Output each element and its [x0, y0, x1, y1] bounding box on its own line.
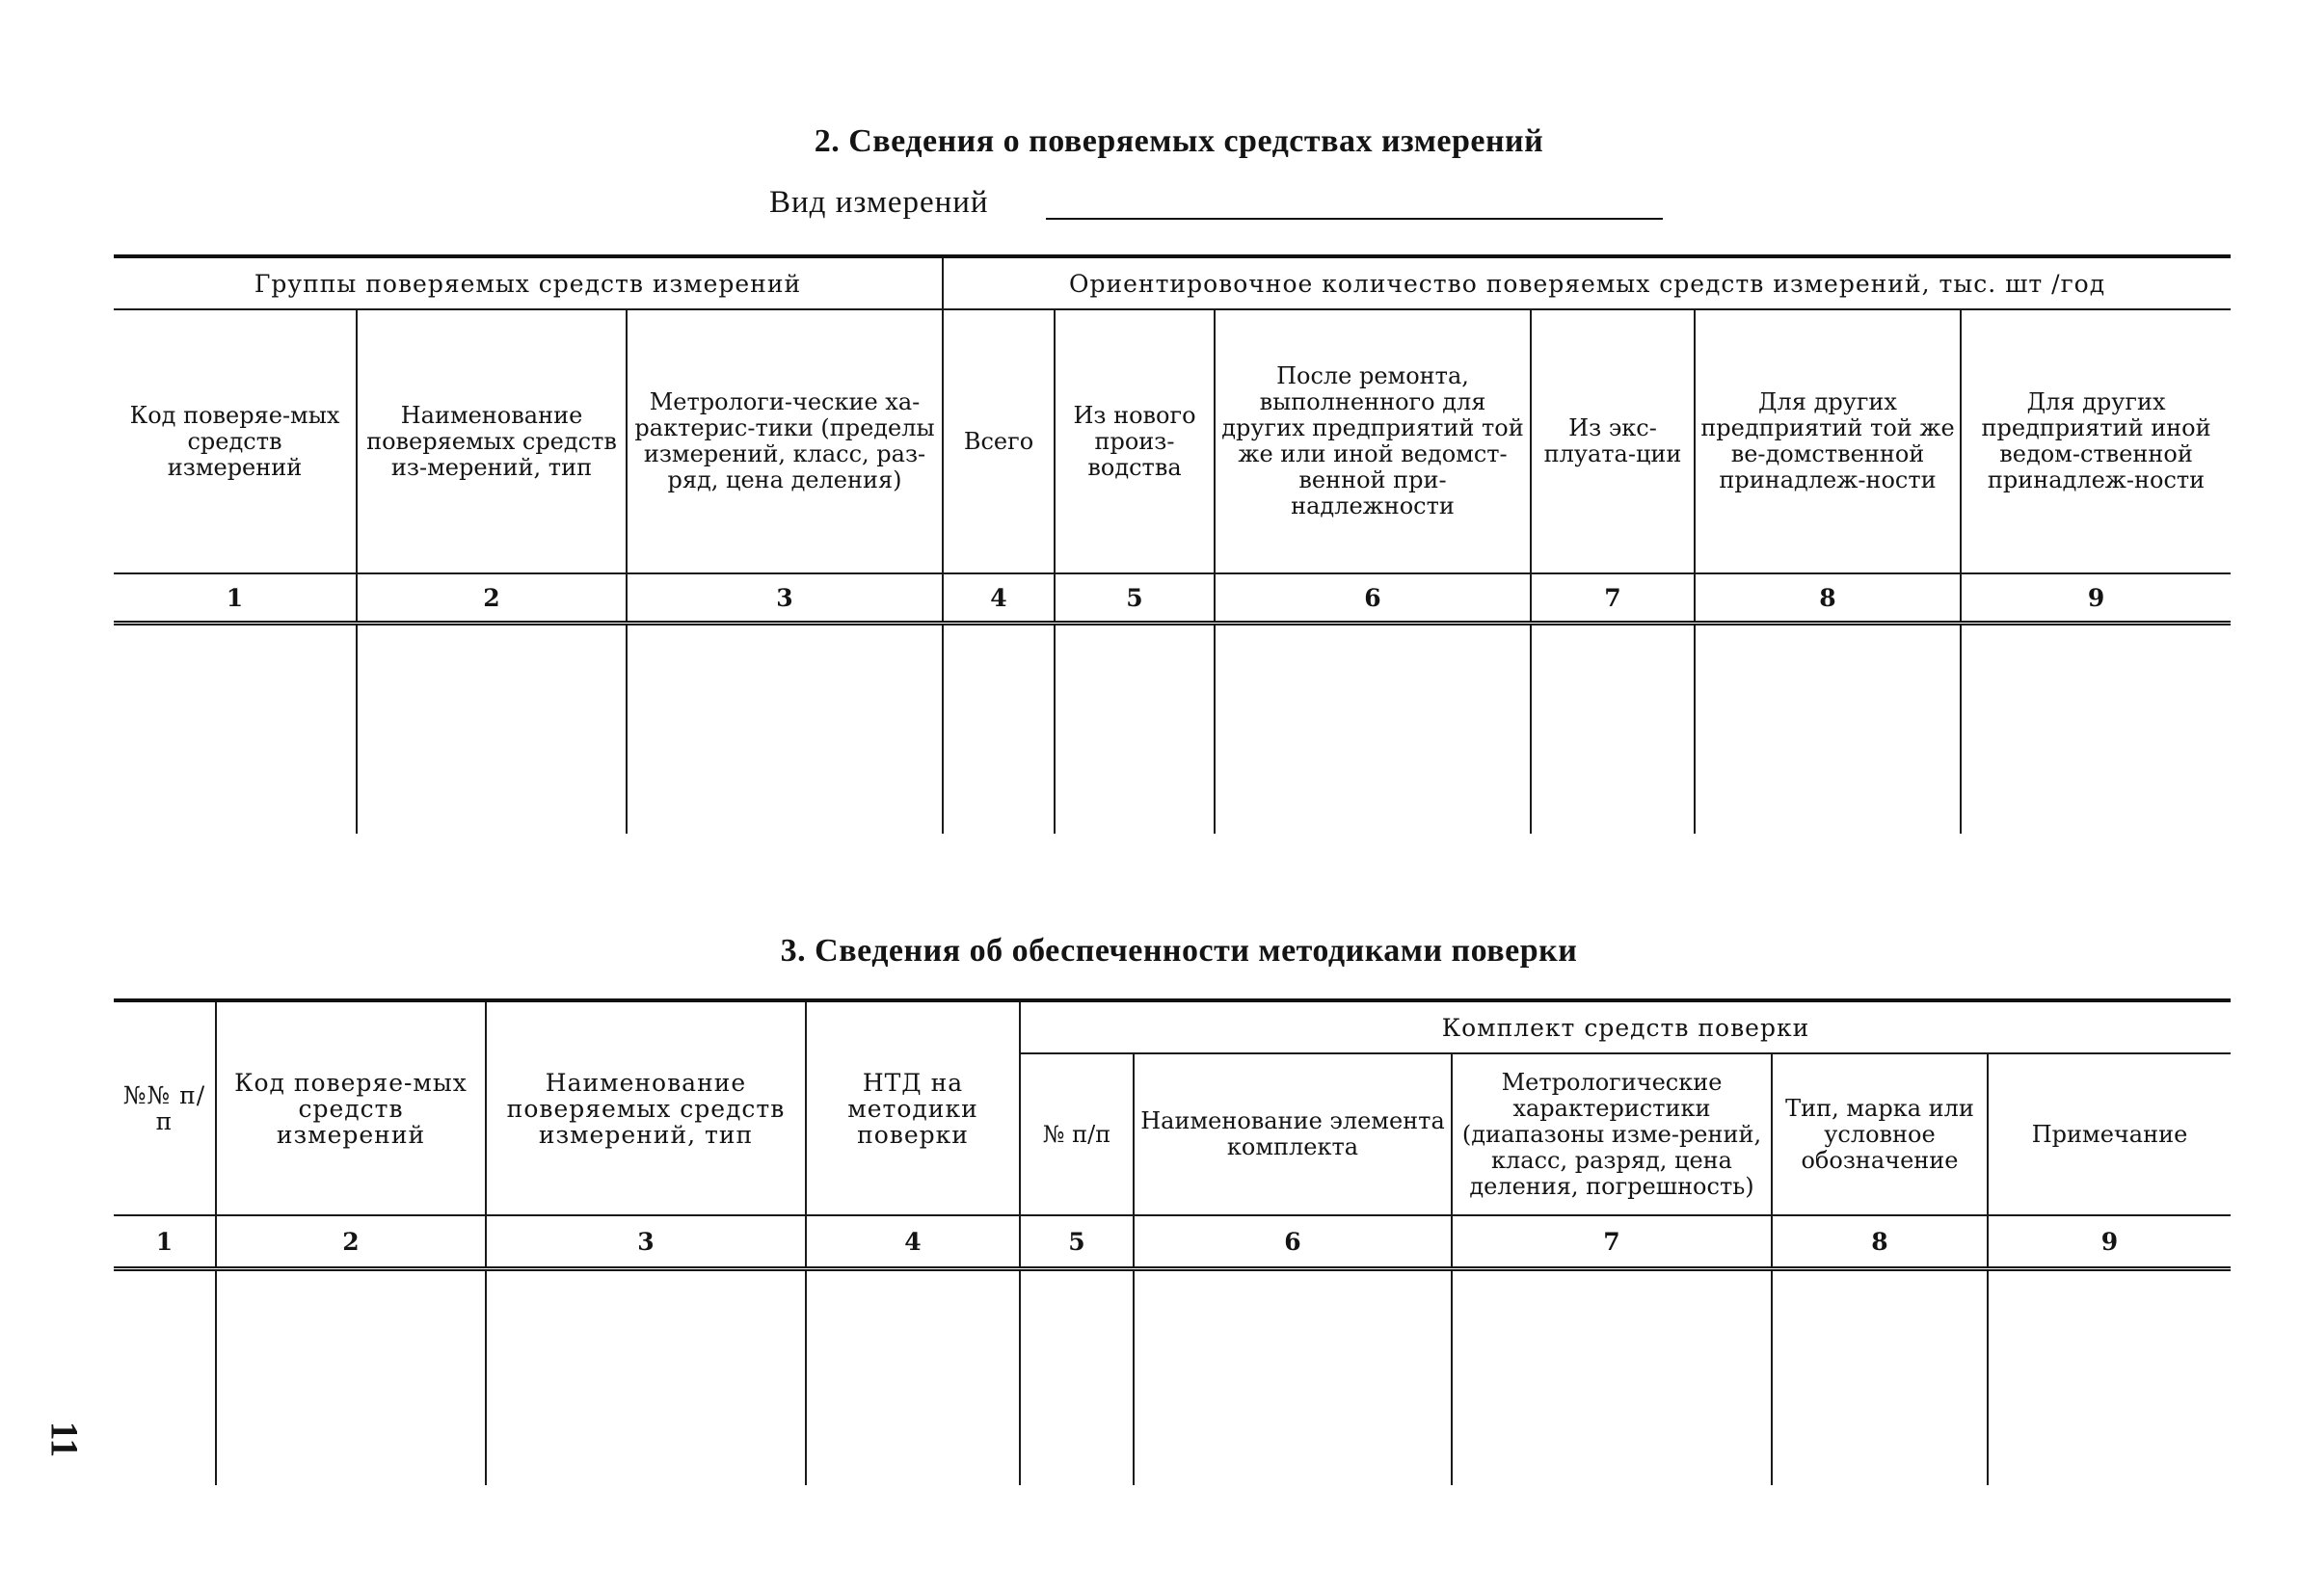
col-number: 2 — [216, 1215, 486, 1269]
col-number: 3 — [627, 573, 943, 624]
empty-cell[interactable] — [1134, 1269, 1452, 1486]
col-number: 1 — [114, 1215, 216, 1269]
empty-cell[interactable] — [216, 1269, 486, 1486]
col-header-metrology: Метрологи-ческие ха-рактерис-тики (пределы измерений, класс, раз-ряд, цена деления) — [627, 309, 943, 573]
col-header-name: Наименование поверяемых средств из-мерений, тип — [357, 309, 627, 573]
col-number: 8 — [1772, 1215, 1988, 1269]
col-number: 5 — [1020, 1215, 1134, 1269]
section-3-title: 3. Сведения об обеспеченности методиками поверки — [780, 933, 1578, 969]
col-header-code: Код поверяе-мых средств измерений — [216, 1000, 486, 1215]
group-header-quantity: Ориентировочное количество поверяемых средств измерений, тыс. шт /год — [943, 256, 2231, 309]
col-header-kit-number: № п/п — [1020, 1053, 1134, 1215]
empty-cell[interactable] — [357, 624, 627, 835]
col-number: 7 — [1531, 573, 1695, 624]
col-number: 4 — [806, 1215, 1020, 1269]
empty-cell[interactable] — [627, 624, 943, 835]
col-number: 5 — [1055, 573, 1215, 624]
empty-cell[interactable] — [1531, 624, 1695, 835]
col-header-name: Наименование поверяемых средств измерений, тип — [486, 1000, 806, 1215]
empty-cell[interactable] — [1772, 1269, 1988, 1486]
page-number: 11 — [42, 1421, 87, 1458]
col-header-new-production: Из нового произ-водства — [1055, 309, 1215, 573]
section-2-title: 2. Сведения о поверяемых средствах измерений — [814, 123, 1544, 159]
empty-cell[interactable] — [114, 624, 357, 835]
verified-instruments-table — [114, 254, 2231, 834]
col-number: 6 — [1215, 573, 1531, 624]
empty-cell[interactable] — [486, 1269, 806, 1486]
col-number: 7 — [1452, 1215, 1772, 1269]
empty-cell[interactable] — [1695, 624, 1961, 835]
empty-cell[interactable] — [943, 624, 1055, 835]
col-number: 1 — [114, 573, 357, 624]
empty-cell[interactable] — [1055, 624, 1215, 835]
col-header-same-department: Для других предприятий той же ве-домственной принадлеж-ности — [1695, 309, 1961, 573]
col-header-code: Код поверяе-мых средств измерений — [114, 309, 357, 573]
col-header-other-department: Для других предприятий иной ведом-ственной принадлеж-ности — [1961, 309, 2231, 573]
empty-cell[interactable] — [1988, 1269, 2231, 1486]
empty-cell[interactable] — [114, 1269, 216, 1486]
empty-cell[interactable] — [806, 1269, 1020, 1486]
empty-cell[interactable] — [1961, 624, 2231, 835]
col-header-from-operation: Из экс-плуата-ции — [1531, 309, 1695, 573]
col-header-total: Всего — [943, 309, 1055, 573]
col-number: 9 — [1961, 573, 2231, 624]
measurement-type-blank-line — [1046, 218, 1663, 220]
col-header-metrology: Метрологические характеристики (диапазоны изме-рений, класс, разряд, цена деления, погрешность) — [1452, 1053, 1772, 1215]
empty-cell[interactable] — [1452, 1269, 1772, 1486]
col-number: 8 — [1695, 573, 1961, 624]
col-number: 4 — [943, 573, 1055, 624]
col-header-note: Примечание — [1988, 1053, 2231, 1215]
group-header-kit: Комплект средств поверки — [1020, 1000, 2231, 1053]
col-header-row-number: №№ п/п — [114, 1000, 216, 1215]
col-number: 9 — [1988, 1215, 2231, 1269]
verification-methods-table — [114, 998, 2231, 1485]
col-number: 3 — [486, 1215, 806, 1269]
col-header-type-mark: Тип, марка или условное обозначение — [1772, 1053, 1988, 1215]
col-number: 2 — [357, 573, 627, 624]
empty-cell[interactable] — [1215, 624, 1531, 835]
col-header-ntd: НТД на методики поверки — [806, 1000, 1020, 1215]
group-header-instruments: Группы поверяемых средств измерений — [114, 256, 943, 309]
col-header-after-repair: После ремонта, выполненного для других предприятий той же или иной ведомст-венной при-надлежности — [1215, 309, 1531, 573]
col-header-element-name: Наименование элемента комплекта — [1134, 1053, 1452, 1215]
empty-cell[interactable] — [1020, 1269, 1134, 1486]
measurement-type-label: Вид измерений — [769, 185, 989, 220]
col-number: 6 — [1134, 1215, 1452, 1269]
